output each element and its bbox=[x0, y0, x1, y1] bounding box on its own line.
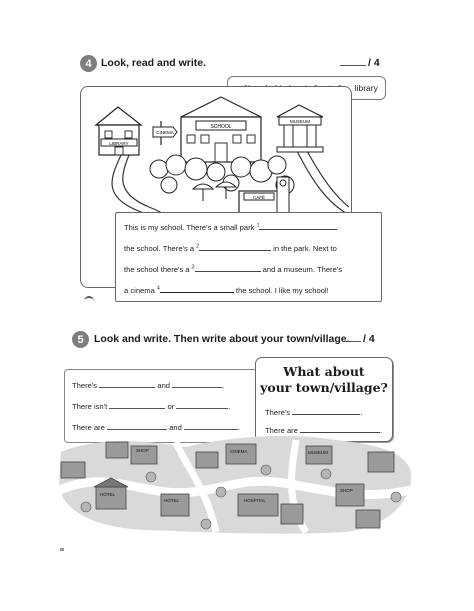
fill-blank-3a[interactable] bbox=[107, 421, 167, 430]
map-museum-sign: MUSEUM bbox=[308, 450, 328, 455]
what-about-box bbox=[255, 357, 393, 442]
cinema-sign: CINEMA bbox=[156, 130, 174, 135]
cinema-sign-post bbox=[153, 121, 177, 145]
score-total: / 4 bbox=[368, 57, 380, 69]
text-line-3: the school there's a $^3$ and a museum. There's bbox=[124, 264, 343, 274]
exercise-5-number: 5 bbox=[72, 331, 89, 348]
fill-blank-3b[interactable] bbox=[184, 421, 238, 430]
exercise-4-number: 4 bbox=[80, 55, 97, 72]
fill-line-3: There are and . bbox=[72, 423, 241, 432]
museum-sign: MUSEUM bbox=[290, 119, 310, 124]
exercise-5-score bbox=[345, 333, 375, 345]
text-line-2: the school. There's a $^2$ in the park. Next to bbox=[124, 243, 337, 253]
what-about-line-2: There are . bbox=[265, 426, 383, 435]
town-map-illustration bbox=[56, 432, 416, 537]
fill-blank-1b[interactable] bbox=[172, 379, 222, 388]
what-about-title-line-1: What about bbox=[283, 364, 365, 379]
map-hotel-sign-2: HOTEL bbox=[164, 498, 180, 503]
map-shop-sign-2: SHOP bbox=[340, 488, 353, 493]
answer-blank-1[interactable] bbox=[259, 221, 337, 230]
map-shop-sign-1: SHOP bbox=[136, 448, 149, 453]
what-about-line-1: There's . bbox=[265, 408, 363, 417]
fill-blank-2a[interactable] bbox=[109, 400, 165, 409]
score-blank[interactable] bbox=[345, 341, 361, 342]
page-mark bbox=[60, 548, 64, 551]
cafe-sign: CAFÉ bbox=[252, 195, 266, 200]
text-line-1: This is my school. There's a small park $^1$ bbox=[124, 221, 337, 232]
exercise-5-title: Look and write. Then write about your town/village. bbox=[94, 333, 350, 345]
school-building bbox=[181, 97, 261, 162]
word-library: library bbox=[354, 83, 378, 93]
decorative-arc bbox=[84, 296, 94, 303]
exercise-4-score bbox=[340, 57, 380, 69]
cafe-building bbox=[239, 177, 289, 213]
fill-blank-2b[interactable] bbox=[176, 400, 228, 409]
answer-blank-2[interactable] bbox=[199, 242, 271, 251]
answer-blank-4[interactable] bbox=[160, 284, 234, 293]
cafe-umbrellas bbox=[193, 182, 236, 201]
map-hotel-sign-1: HOTEL bbox=[100, 492, 116, 497]
school-sign: SCHOOL bbox=[210, 124, 232, 130]
library-sign: LIBRARY bbox=[109, 141, 129, 146]
map-cinema-sign: CINEMA bbox=[230, 449, 248, 454]
score-blank[interactable] bbox=[340, 65, 366, 66]
museum-building bbox=[277, 105, 323, 152]
text-line-4: a cinema $^4$ the school. I like my school! bbox=[124, 285, 329, 295]
fill-blank-1a[interactable] bbox=[99, 379, 155, 388]
fill-line-2: There isn't or . bbox=[72, 402, 231, 411]
answer-blank-3[interactable] bbox=[195, 263, 261, 272]
exercise-4-title: Look, read and write. bbox=[101, 57, 207, 69]
town-map-drawing bbox=[56, 432, 416, 537]
exercise-4-text-box bbox=[115, 212, 382, 302]
score-total: / 4 bbox=[363, 333, 375, 345]
fill-line-1: There's and . bbox=[72, 381, 225, 390]
map-hospital-sign: HOSPITAL bbox=[244, 498, 266, 503]
library-building bbox=[96, 107, 141, 155]
what-about-blank-1[interactable] bbox=[292, 406, 360, 415]
what-about-title-line-2: your town/village? bbox=[260, 380, 388, 395]
